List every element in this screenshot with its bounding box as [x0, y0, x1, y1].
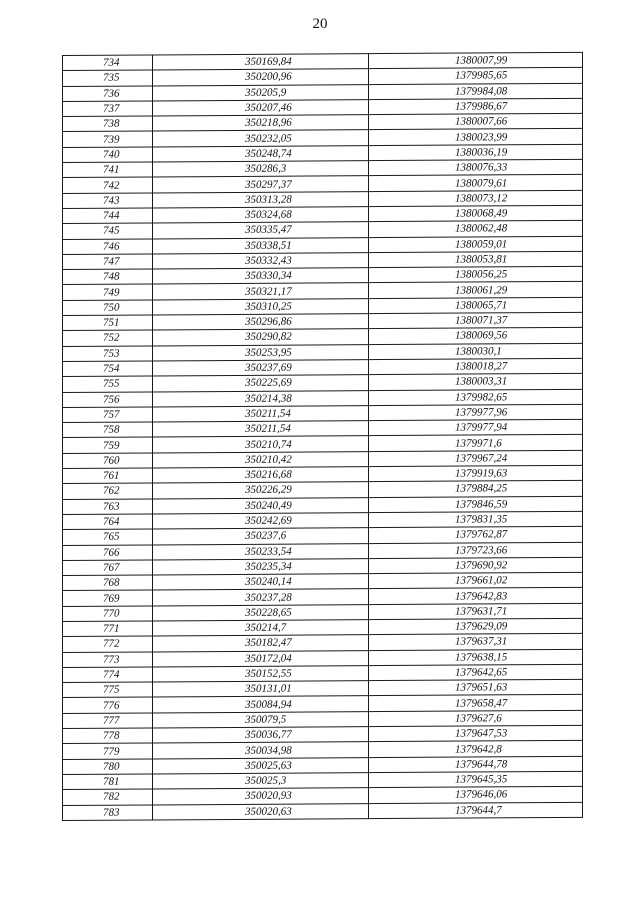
point-number-cell: 756 [63, 391, 153, 407]
x-coordinate-cell: 350211,54 [153, 421, 369, 438]
y-coordinate-cell: 1379651,63 [369, 679, 583, 696]
point-number-cell: 739 [63, 131, 153, 147]
y-coordinate-cell: 1379831,35 [369, 511, 583, 528]
point-number-cell: 759 [63, 437, 153, 453]
y-coordinate-cell: 1380003,31 [369, 374, 583, 391]
x-coordinate-cell: 350036,77 [153, 727, 369, 744]
y-coordinate-cell: 1380023,99 [369, 129, 583, 146]
x-coordinate-cell: 350225,69 [153, 375, 369, 392]
y-coordinate-cell: 1379638,15 [369, 649, 583, 666]
y-coordinate-cell: 1380069,56 [369, 328, 583, 345]
y-coordinate-cell: 1380071,37 [369, 312, 583, 329]
y-coordinate-cell: 1379647,53 [369, 725, 583, 742]
x-coordinate-cell: 350228,65 [153, 604, 369, 621]
y-coordinate-cell: 1379661,02 [369, 572, 583, 589]
x-coordinate-cell: 350237,6 [153, 528, 369, 545]
y-coordinate-cell: 1379846,59 [369, 496, 583, 513]
y-coordinate-cell: 1379627,6 [369, 710, 583, 727]
point-number-cell: 748 [63, 269, 153, 285]
y-coordinate-cell: 1379642,65 [369, 664, 583, 681]
y-coordinate-cell: 1379644,78 [369, 756, 583, 773]
point-number-cell: 780 [63, 759, 153, 775]
y-coordinate-cell: 1380061,29 [369, 282, 583, 299]
y-coordinate-cell: 1380056,25 [369, 266, 583, 283]
point-number-cell: 769 [63, 590, 153, 606]
coordinates-table-body [63, 52, 583, 820]
y-coordinate-cell: 1379631,71 [369, 603, 583, 620]
point-number-cell: 750 [63, 300, 153, 316]
y-coordinate-cell: 1380062,48 [369, 221, 583, 238]
point-number-cell: 749 [63, 284, 153, 300]
x-coordinate-cell: 350131,01 [153, 681, 369, 698]
x-coordinate-cell: 350313,28 [153, 191, 369, 208]
point-number-cell: 737 [63, 101, 153, 117]
point-number-cell: 770 [63, 606, 153, 622]
point-number-cell: 734 [63, 55, 153, 71]
x-coordinate-cell: 350210,74 [153, 436, 369, 453]
y-coordinate-cell: 1380076,33 [369, 159, 583, 176]
point-number-cell: 761 [63, 468, 153, 484]
point-number-cell: 751 [63, 315, 153, 331]
y-coordinate-cell: 1379658,47 [369, 695, 583, 712]
y-coordinate-cell: 1379637,31 [369, 634, 583, 651]
point-number-cell: 744 [63, 208, 153, 224]
point-number-cell: 783 [63, 804, 153, 820]
y-coordinate-cell: 1379690,92 [369, 557, 583, 574]
x-coordinate-cell: 350253,95 [153, 344, 369, 361]
x-coordinate-cell: 350169,84 [153, 54, 369, 71]
point-number-cell: 738 [63, 116, 153, 132]
x-coordinate-cell: 350226,29 [153, 482, 369, 499]
x-coordinate-cell: 350211,54 [153, 405, 369, 422]
x-coordinate-cell: 350324,68 [153, 207, 369, 224]
point-number-cell: 758 [63, 422, 153, 438]
x-coordinate-cell: 350242,69 [153, 513, 369, 530]
x-coordinate-cell: 350020,93 [153, 788, 369, 805]
x-coordinate-cell: 350235,34 [153, 558, 369, 575]
page-number: 20 [312, 16, 328, 32]
point-number-cell: 762 [63, 483, 153, 499]
x-coordinate-cell: 350182,47 [153, 635, 369, 652]
point-number-cell: 736 [63, 86, 153, 102]
x-coordinate-cell: 350025,63 [153, 757, 369, 774]
point-number-cell: 775 [63, 682, 153, 698]
x-coordinate-cell: 350152,55 [153, 666, 369, 683]
point-number-cell: 745 [63, 223, 153, 239]
point-number-cell: 777 [63, 713, 153, 729]
y-coordinate-cell: 1379977,96 [369, 404, 583, 421]
x-coordinate-cell: 350172,04 [153, 650, 369, 667]
y-coordinate-cell: 1379644,7 [369, 802, 583, 819]
y-coordinate-cell: 1380065,71 [369, 297, 583, 314]
y-coordinate-cell: 1379645,35 [369, 771, 583, 788]
y-coordinate-cell: 1380073,12 [369, 190, 583, 207]
y-coordinate-cell: 1379642,83 [369, 588, 583, 605]
point-number-cell: 782 [63, 789, 153, 805]
y-coordinate-cell: 1379629,09 [369, 618, 583, 635]
y-coordinate-cell: 1380068,49 [369, 205, 583, 222]
point-number-cell: 772 [63, 636, 153, 652]
point-number-cell: 779 [63, 743, 153, 759]
table-row [63, 802, 583, 820]
y-coordinate-cell: 1380059,01 [369, 236, 583, 253]
point-number-cell: 741 [63, 162, 153, 178]
point-number-cell: 774 [63, 667, 153, 683]
y-coordinate-cell: 1380053,81 [369, 251, 583, 268]
x-coordinate-cell: 350079,5 [153, 711, 369, 728]
y-coordinate-cell: 1380079,61 [369, 175, 583, 192]
point-number-cell: 743 [63, 193, 153, 209]
x-coordinate-cell: 350240,49 [153, 497, 369, 514]
point-number-cell: 781 [63, 774, 153, 790]
point-number-cell: 752 [63, 330, 153, 346]
point-number-cell: 742 [63, 177, 153, 193]
point-number-cell: 747 [63, 254, 153, 270]
y-coordinate-cell: 1379919,63 [369, 465, 583, 482]
point-number-cell: 776 [63, 697, 153, 713]
x-coordinate-cell: 350248,74 [153, 145, 369, 162]
y-coordinate-cell: 1379723,66 [369, 542, 583, 559]
x-coordinate-cell: 350237,69 [153, 360, 369, 377]
x-coordinate-cell: 350233,54 [153, 543, 369, 560]
y-coordinate-cell: 1380018,27 [369, 358, 583, 375]
x-coordinate-cell: 350310,25 [153, 298, 369, 315]
x-coordinate-cell: 350240,14 [153, 574, 369, 591]
point-number-cell: 778 [63, 728, 153, 744]
point-number-cell: 740 [63, 147, 153, 163]
point-number-cell: 760 [63, 453, 153, 469]
y-coordinate-cell: 1379985,65 [369, 68, 583, 85]
point-number-cell: 766 [63, 544, 153, 560]
point-number-cell: 771 [63, 621, 153, 637]
x-coordinate-cell: 350025,3 [153, 773, 369, 790]
y-coordinate-cell: 1379982,65 [369, 389, 583, 406]
y-coordinate-cell: 1380007,66 [369, 114, 583, 131]
x-coordinate-cell: 350210,42 [153, 451, 369, 468]
x-coordinate-cell: 350200,96 [153, 69, 369, 86]
y-coordinate-cell: 1379971,6 [369, 435, 583, 452]
x-coordinate-cell: 350205,9 [153, 84, 369, 101]
y-coordinate-cell: 1379984,08 [369, 83, 583, 100]
y-coordinate-cell: 1380030,1 [369, 343, 583, 360]
x-coordinate-cell: 350034,98 [153, 742, 369, 759]
x-coordinate-cell: 350084,94 [153, 696, 369, 713]
point-number-cell: 746 [63, 239, 153, 255]
x-coordinate-cell: 350296,86 [153, 314, 369, 331]
point-number-cell: 765 [63, 529, 153, 545]
x-coordinate-cell: 350214,7 [153, 620, 369, 637]
point-number-cell: 763 [63, 499, 153, 515]
y-coordinate-cell: 1380036,19 [369, 144, 583, 161]
y-coordinate-cell: 1379646,06 [369, 787, 583, 804]
point-number-cell: 754 [63, 361, 153, 377]
point-number-cell: 755 [63, 376, 153, 392]
x-coordinate-cell: 350286,3 [153, 161, 369, 178]
point-number-cell: 773 [63, 652, 153, 668]
point-number-cell: 764 [63, 514, 153, 530]
point-number-cell: 757 [63, 407, 153, 423]
y-coordinate-cell: 1379986,67 [369, 98, 583, 115]
point-number-cell: 735 [63, 70, 153, 86]
x-coordinate-cell: 350218,96 [153, 115, 369, 132]
x-coordinate-cell: 350214,38 [153, 390, 369, 407]
y-coordinate-cell: 1379884,25 [369, 481, 583, 498]
x-coordinate-cell: 350232,05 [153, 130, 369, 147]
x-coordinate-cell: 350020,63 [153, 803, 369, 820]
x-coordinate-cell: 350321,17 [153, 283, 369, 300]
coordinates-table [62, 52, 583, 821]
x-coordinate-cell: 350297,37 [153, 176, 369, 193]
y-coordinate-cell: 1380007,99 [369, 52, 583, 69]
x-coordinate-cell: 350338,51 [153, 237, 369, 254]
y-coordinate-cell: 1379762,87 [369, 527, 583, 544]
x-coordinate-cell: 350290,82 [153, 329, 369, 346]
y-coordinate-cell: 1379642,8 [369, 741, 583, 758]
x-coordinate-cell: 350207,46 [153, 100, 369, 117]
x-coordinate-cell: 350237,28 [153, 589, 369, 606]
x-coordinate-cell: 350330,34 [153, 268, 369, 285]
y-coordinate-cell: 1379977,94 [369, 419, 583, 436]
x-coordinate-cell: 350335,47 [153, 222, 369, 239]
x-coordinate-cell: 350332,43 [153, 252, 369, 269]
point-number-cell: 753 [63, 346, 153, 362]
x-coordinate-cell: 350216,68 [153, 467, 369, 484]
point-number-cell: 767 [63, 560, 153, 576]
point-number-cell: 768 [63, 575, 153, 591]
y-coordinate-cell: 1379967,24 [369, 450, 583, 467]
